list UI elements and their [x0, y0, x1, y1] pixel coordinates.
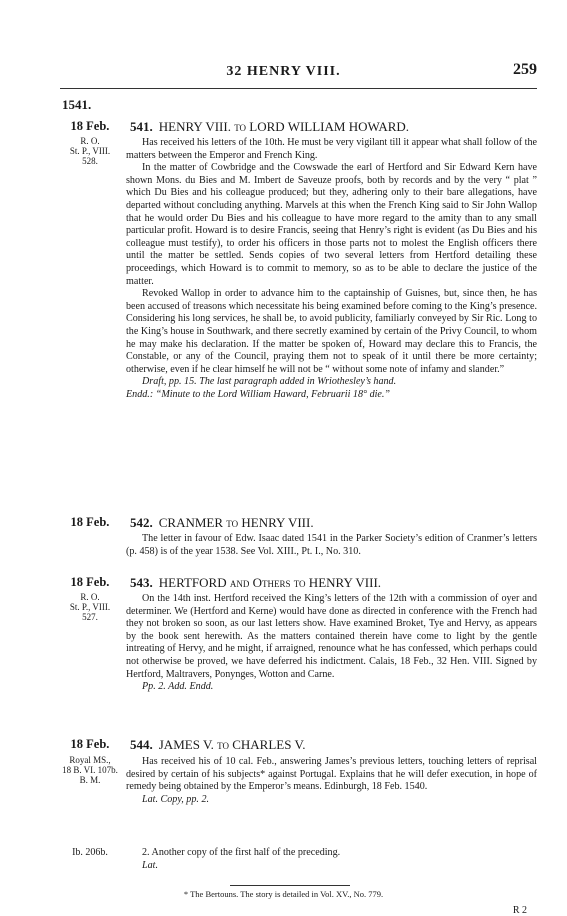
entry-heading: JAMES V. to CHARLES V. — [158, 737, 306, 752]
page-number: 259 — [513, 61, 537, 78]
margin-ref: R. O. — [80, 592, 100, 602]
entry-date: 18 Feb. — [70, 119, 110, 133]
margin-ref: 528. — [82, 156, 98, 166]
header-rule — [60, 88, 537, 89]
entry-number: 544. — [130, 737, 153, 752]
entry-body — [126, 756, 537, 806]
entry-title — [130, 119, 537, 135]
entry-body — [126, 593, 537, 694]
margin-ref: B. M. — [79, 775, 101, 785]
entry-note: Lat. Copy, pp. 2. — [142, 793, 210, 805]
margin-ref: 527. — [82, 612, 98, 622]
paragraph: The letter in favour of Edw. Isaac dated 1541 in the Parker Society’s edition of Cranmer’s letters (p. 458) is of the year 1538. See Vol. XIII., Pt. I., No. 310. — [126, 533, 537, 557]
paragraph: Has received his of 10 cal. Feb., answering James’s previous letters, touching letters of reprisal desired by certain of his subjects* against Portugal. Explains that he will defer execution, in hope of remedy being obtained by the Emperor’s means. Edinburgh, 18 Feb. 1540. — [126, 756, 537, 793]
margin-ref: 18 B. VI. 107b. — [62, 765, 118, 775]
entry-body — [126, 137, 537, 401]
paragraph: Has received his letters of the 10th. He must be very vigilant till it appear what shall follow of the matters between the Emperor and French King. — [126, 137, 537, 161]
paragraph: In the matter of Cowbridge and the Cowswade the earl of Hertford and Sir Edward Kern have shown Mons. du Bies and M. Imbert de Saveuze proofs, both by records and by the very “ plat ” which Du Bies and his colleague produced; but they, adhering only to their bare allegations, have departed without concluding anything. Marvels at this when the French King said to Sir John Wallop that he would order Du Bies and his colleague to have more regard to the amity than to any small particular profit. Howard is to desire Francis, seeing that Henry’s right is evident (as Du Bies and his colleague must testify), to order his officers in those parts not to molest the English officers there until the matter be settled. Sends copies of two several letters from Hertford detailing these proceedings, which Howard is to commit to memory, so as to be able to declare the justice of the matter. — [126, 162, 537, 287]
entry-note: Lat. — [142, 859, 158, 871]
footnote: * The Bertouns. The story is detailed in Vol. XV., No. 779. — [183, 889, 384, 899]
margin-ref: St. P., VIII. — [69, 602, 111, 612]
margin-ref: St. P., VIII. — [69, 146, 111, 156]
footnote-rule — [230, 885, 350, 886]
page-header — [0, 61, 567, 86]
entry-number: 541. — [130, 119, 153, 134]
running-head: 32 HENRY VIII. — [226, 64, 341, 79]
entry-body — [126, 847, 537, 872]
entry-note: Draft, pp. 15. The last paragraph added in Wriothesley’s hand. — [142, 376, 397, 388]
entry-date: 18 Feb. — [70, 575, 110, 589]
entry-heading: CRANMER to HENRY VIII. — [158, 515, 314, 530]
margin-ref: Royal MS., — [69, 755, 111, 765]
entry-title — [130, 515, 537, 531]
paragraph: Revoked Wallop in order to advance him to the captainship of Guisnes, but, since then, he has been accused of treasons which necessitate his being examined before coming to the King’s presence. Considering his long services, he shall be, to avoid publicity, familiarly conveyed by Sir Ric. Long to the King’s house in Southwark, and there secretly examined by certain of the Privy Council, to whom he may make his declaration. If the matter be spoken of, Howard may declare this to Francis, the Constable, or any of the Council, praying them not to speak of it until there be more certainty; otherwise, even if he clear himself he will not be “ without some note of infamy and slander.” — [126, 288, 537, 375]
entry-body — [126, 533, 537, 558]
entry-title — [130, 737, 537, 753]
entry-date: 18 Feb. — [70, 737, 110, 751]
entry-title — [130, 575, 537, 591]
entry-heading: HENRY VIII. to LORD WILLIAM HOWARD. — [158, 119, 410, 134]
margin-ref: Ib. 206b. — [72, 847, 108, 858]
entry-heading: HERTFORD and Others to HENRY VIII. — [158, 575, 382, 590]
entry-number: 543. — [130, 575, 153, 590]
signature-mark: R 2 — [512, 905, 527, 916]
year-heading: 1541. — [62, 97, 92, 112]
entry-note: Endd.: “Minute to the Lord William Haward, Februarii 18° die.” — [126, 388, 391, 400]
entry-number: 542. — [130, 515, 153, 530]
entry-note: Pp. 2. Add. Endd. — [142, 681, 214, 693]
paragraph: 2. Another copy of the first half of the preceding. — [142, 847, 341, 858]
paragraph: On the 14th inst. Hertford received the King’s letters of the 12th with a commission of oyer and determiner. We (Hertford and Kerne) would have done as directed in conference with the French had they not broken so soon, as our last letters show. Have examined Broket, Tye and Hervy, as appears by the book sent herewith. As the matters contained therein have come to light by the gentle intreating of Hervy, and he might, if arraigned, renounce what he has confessed, which perhaps could not otherwise be proved, we have deferred his indictment. Calais, 18 Feb., 32 Hen. VIII. Signed by Hertford, Maltravers, Ponynges, Wotton and Carne. — [126, 593, 537, 680]
entry-date: 18 Feb. — [70, 515, 110, 529]
margin-ref: R. O. — [80, 136, 100, 146]
